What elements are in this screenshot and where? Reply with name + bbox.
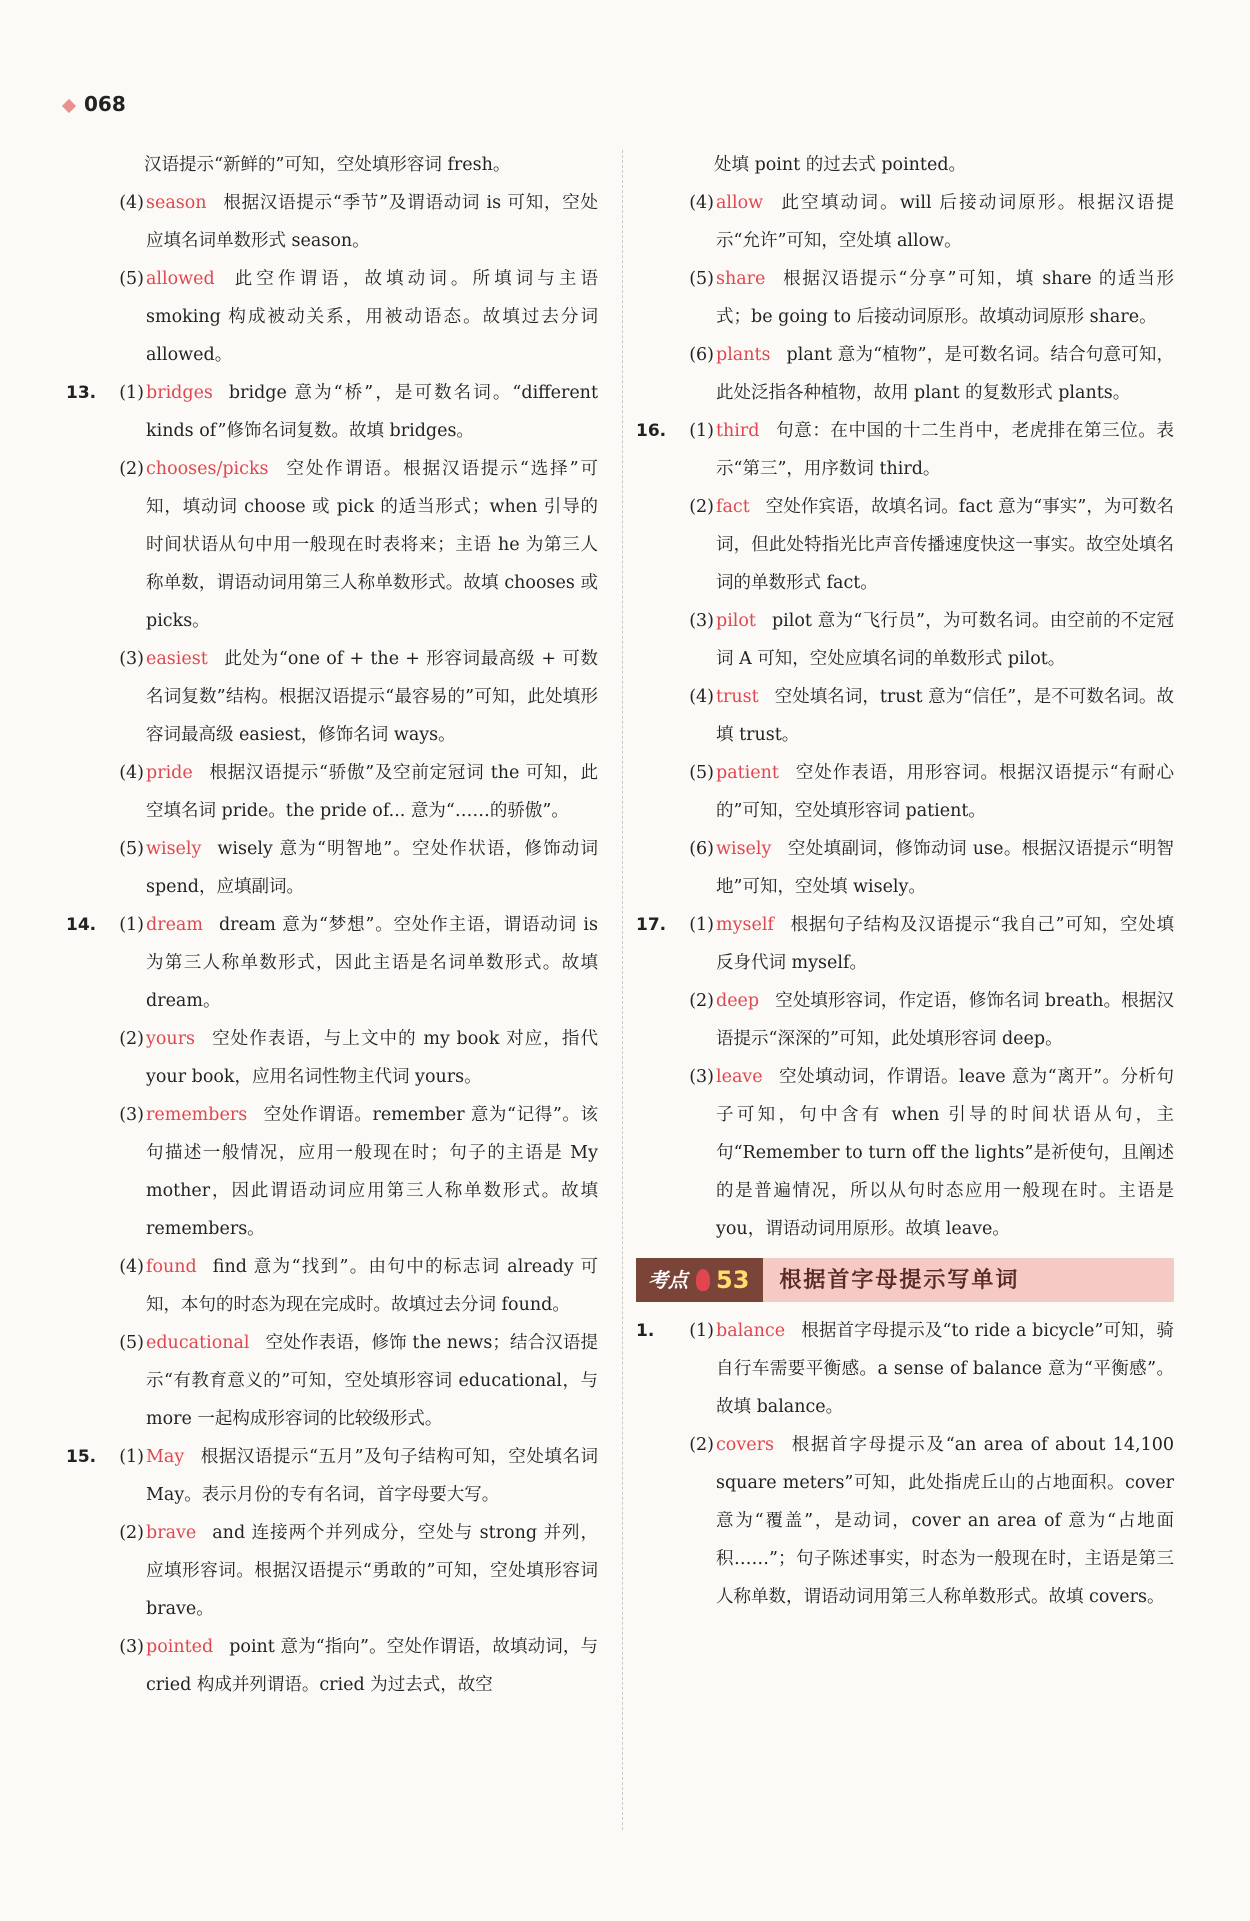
- answer: season: [146, 193, 207, 213]
- answer: balance: [716, 1321, 786, 1341]
- answer: pilot: [716, 611, 756, 631]
- question-17: [636, 906, 1174, 1248]
- list-item: (2) covers 根据首字母提示及“an area of about 14,100 square meters”可知，此处指虎丘山的占地面积。cover 意为“覆盖”，是动词，cover an area of 意为“占地面积……”；句子陈述事实，时态为一般现在时，主语是第三人称单数，谓语动词用第三人称单数形式。故填 covers。: [689, 1435, 1174, 1607]
- list-item: (1) dream dream 意为“梦想”。空处作主语，谓语动词 is 为第三人称单数形式，因此主语是名词单数形式。故填 dream。: [119, 915, 598, 1011]
- list-item: (4) pride 根据汉语提示“骄傲”及空前定冠词 the 可知，此空填名词 pride。the pride of... 意为“……的骄傲”。: [119, 763, 598, 821]
- list-item: (2) fact 空处作宾语，故填名词。fact 意为“事实”，为可数名词，但此处特指光比声音传播速度快这一事实。故空处填名词的单数形式 fact。: [689, 497, 1174, 593]
- answer: allowed: [146, 269, 215, 289]
- list-item: (3) remembers 空处作谓语。remember 意为“记得”。该句描述一般情况，应用一般现在时；句子的主语是 My mother，因此谓语动词应用第三人称单数形式。故填 remembers。: [119, 1105, 598, 1239]
- page-number: 068: [64, 92, 126, 116]
- section-number: 53: [696, 1258, 763, 1302]
- list-item: (4) found find 意为“找到”。由句中的标志词 already 可知，本句的时态为现在完成时。故填过去分词 found。: [119, 1257, 598, 1315]
- question-14: [66, 906, 598, 1438]
- list-item: (2) chooses/picks 空处作谓语。根据汉语提示“选择”可知，填动词 choose 或 pick 的适当形式；when 引导的时间状语从句中用一般现在时表将来；主语 he 为第三人称单数，谓语动词用第三人称单数形式。故填 chooses 或 picks。: [119, 459, 598, 631]
- answer: educational: [146, 1333, 250, 1353]
- list-item: (4) allow 此空填动词。will 后接动词原形。根据汉语提示“允许”可知，空处填 allow。: [689, 193, 1174, 251]
- answer: brave: [146, 1523, 197, 1543]
- question-16: [636, 412, 1174, 906]
- answer: third: [716, 421, 760, 441]
- answer: wisely: [716, 839, 772, 859]
- question-number: 15.: [66, 1447, 97, 1467]
- question-number: 1.: [636, 1321, 655, 1341]
- answer: pointed: [146, 1637, 214, 1657]
- answer: wisely: [146, 839, 202, 859]
- right-column: [636, 146, 1174, 1616]
- answer: easiest: [146, 649, 208, 669]
- answer: patient: [716, 763, 779, 783]
- answer: pride: [146, 763, 193, 783]
- column-divider: [622, 150, 623, 1830]
- list-item: (1) May 根据汉语提示“五月”及句子结构可知，空处填名词 May。表示月份的专有名词，首字母要大写。: [119, 1447, 598, 1505]
- continuation-text: 汉语提示“新鲜的”可知，空处填形容词 fresh。: [144, 155, 511, 175]
- question-number: 17.: [636, 915, 667, 935]
- answer: bridges: [146, 383, 213, 403]
- answer: myself: [716, 915, 774, 935]
- list-item: (5) allowed 此空作谓语，故填动词。所填词与主语 smoking 构成被动关系，用被动语态。故填过去分词 allowed。: [119, 269, 598, 365]
- list-item: (5) share 根据汉语提示“分享”可知，填 share 的适当形式；be going to 后接动词原形。故填动词原形 share。: [689, 269, 1174, 327]
- list-item: (1) third 句意：在中国的十二生肖中，老虎排在第三位。表示“第三”，用序数词 third。: [689, 421, 1174, 479]
- question-13: [66, 374, 598, 906]
- answer: trust: [716, 687, 759, 707]
- list-item: (2) yours 空处作表语，与上文中的 my book 对应，指代 your book，应用名词性物主代词 yours。: [119, 1029, 598, 1087]
- continuation-text: 处填 point 的过去式 pointed。: [714, 155, 967, 175]
- answer: allow: [716, 193, 764, 213]
- answer: plants: [716, 345, 771, 365]
- list-item: (2) deep 空处填形容词，作定语，修饰名词 breath。根据汉语提示“深深的”可知，此处填形容词 deep。: [689, 991, 1174, 1049]
- answer: May: [146, 1447, 185, 1467]
- answer: covers: [716, 1435, 774, 1455]
- list-item: (4) trust 空处填名词，trust 意为“信任”，是不可数名词。故填 trust。: [689, 687, 1174, 745]
- answer: deep: [716, 991, 760, 1011]
- list-item: (6) wisely 空处填副词，修饰动词 use。根据汉语提示“明智地”可知，空处填 wisely。: [689, 839, 1174, 897]
- list-item: (3) pointed point 意为“指向”。空处作谓语，故填动词，与 cried 构成并列谓语。cried 为过去式，故空: [119, 1637, 598, 1695]
- question-15: [66, 1438, 598, 1704]
- question-15-continued: [636, 184, 1174, 412]
- list-item: (1) myself 根据句子结构及汉语提示“我自己”可知，空处填反身代词 myself。: [689, 915, 1174, 973]
- answer: yours: [146, 1029, 196, 1049]
- answer: share: [716, 269, 766, 289]
- question-number: 14.: [66, 915, 97, 935]
- answer: dream: [146, 915, 203, 935]
- list-item: (2) brave and 连接两个并列成分，空处与 strong 并列，应填形容词。根据汉语提示“勇敢的”可知，空处填形容词 brave。: [119, 1523, 598, 1619]
- section-tag: 考点: [636, 1258, 696, 1302]
- answer: found: [146, 1257, 197, 1277]
- list-item: (5) patient 空处作表语，用形容词。根据汉语提示“有耐心的”可知，空处填形容词 patient。: [689, 763, 1174, 821]
- flame-icon: [696, 1269, 710, 1291]
- list-item: (3) leave 空处填动词，作谓语。leave 意为“离开”。分析句子可知，句中含有 when 引导的时间状语从句，主句“Remember to turn off the lights”是祈使句，且阐述的是普遍情况，所以从句时态应用一般现在时。主语是 you，谓语动词用原形。故填 leave。: [689, 1067, 1174, 1239]
- section-title: 根据首字母提示写单词: [779, 1267, 1020, 1293]
- question-number: 13.: [66, 383, 97, 403]
- list-item: (3) pilot pilot 意为“飞行员”，为可数名词。由空前的不定冠词 A 可知，空处应填名词的单数形式 pilot。: [689, 611, 1174, 669]
- list-item: (1) balance 根据首字母提示及“to ride a bicycle”可知，骑自行车需要平衡感。a sense of balance 意为“平衡感”。故填 balance。: [689, 1321, 1174, 1417]
- list-item: (5) educational 空处作表语，修饰 the news；结合汉语提示“有教育意义的”可知，空处填形容词 educational，与 more 一起构成形容词的比较级形式。: [119, 1333, 598, 1429]
- answer: remembers: [146, 1105, 248, 1125]
- answer: fact: [716, 497, 750, 517]
- answer: chooses/picks: [146, 459, 269, 479]
- question-12-continued: [66, 184, 598, 374]
- left-column: [66, 146, 598, 1704]
- section-banner: [636, 1258, 1174, 1302]
- question-1: [636, 1312, 1174, 1616]
- list-item: (4) season 根据汉语提示“季节”及谓语动词 is 可知，空处应填名词单数形式 season。: [119, 193, 598, 251]
- list-item: (3) easiest 此处为“one of + the + 形容词最高级 + 可数名词复数”结构。根据汉语提示“最容易的”可知，此处填形容词最高级 easiest，修饰名词 ways。: [119, 649, 598, 745]
- question-number: 16.: [636, 421, 667, 441]
- list-item: (5) wisely wisely 意为“明智地”。空处作状语，修饰动词 spend，应填副词。: [119, 839, 598, 897]
- list-item: (6) plants plant 意为“植物”，是可数名词。结合句意可知，此处泛指各种植物，故用 plant 的复数形式 plants。: [689, 345, 1174, 403]
- answer: leave: [716, 1067, 763, 1087]
- list-item: (1) bridges bridge 意为“桥”，是可数名词。“different kinds of”修饰名词复数。故填 bridges。: [119, 383, 598, 441]
